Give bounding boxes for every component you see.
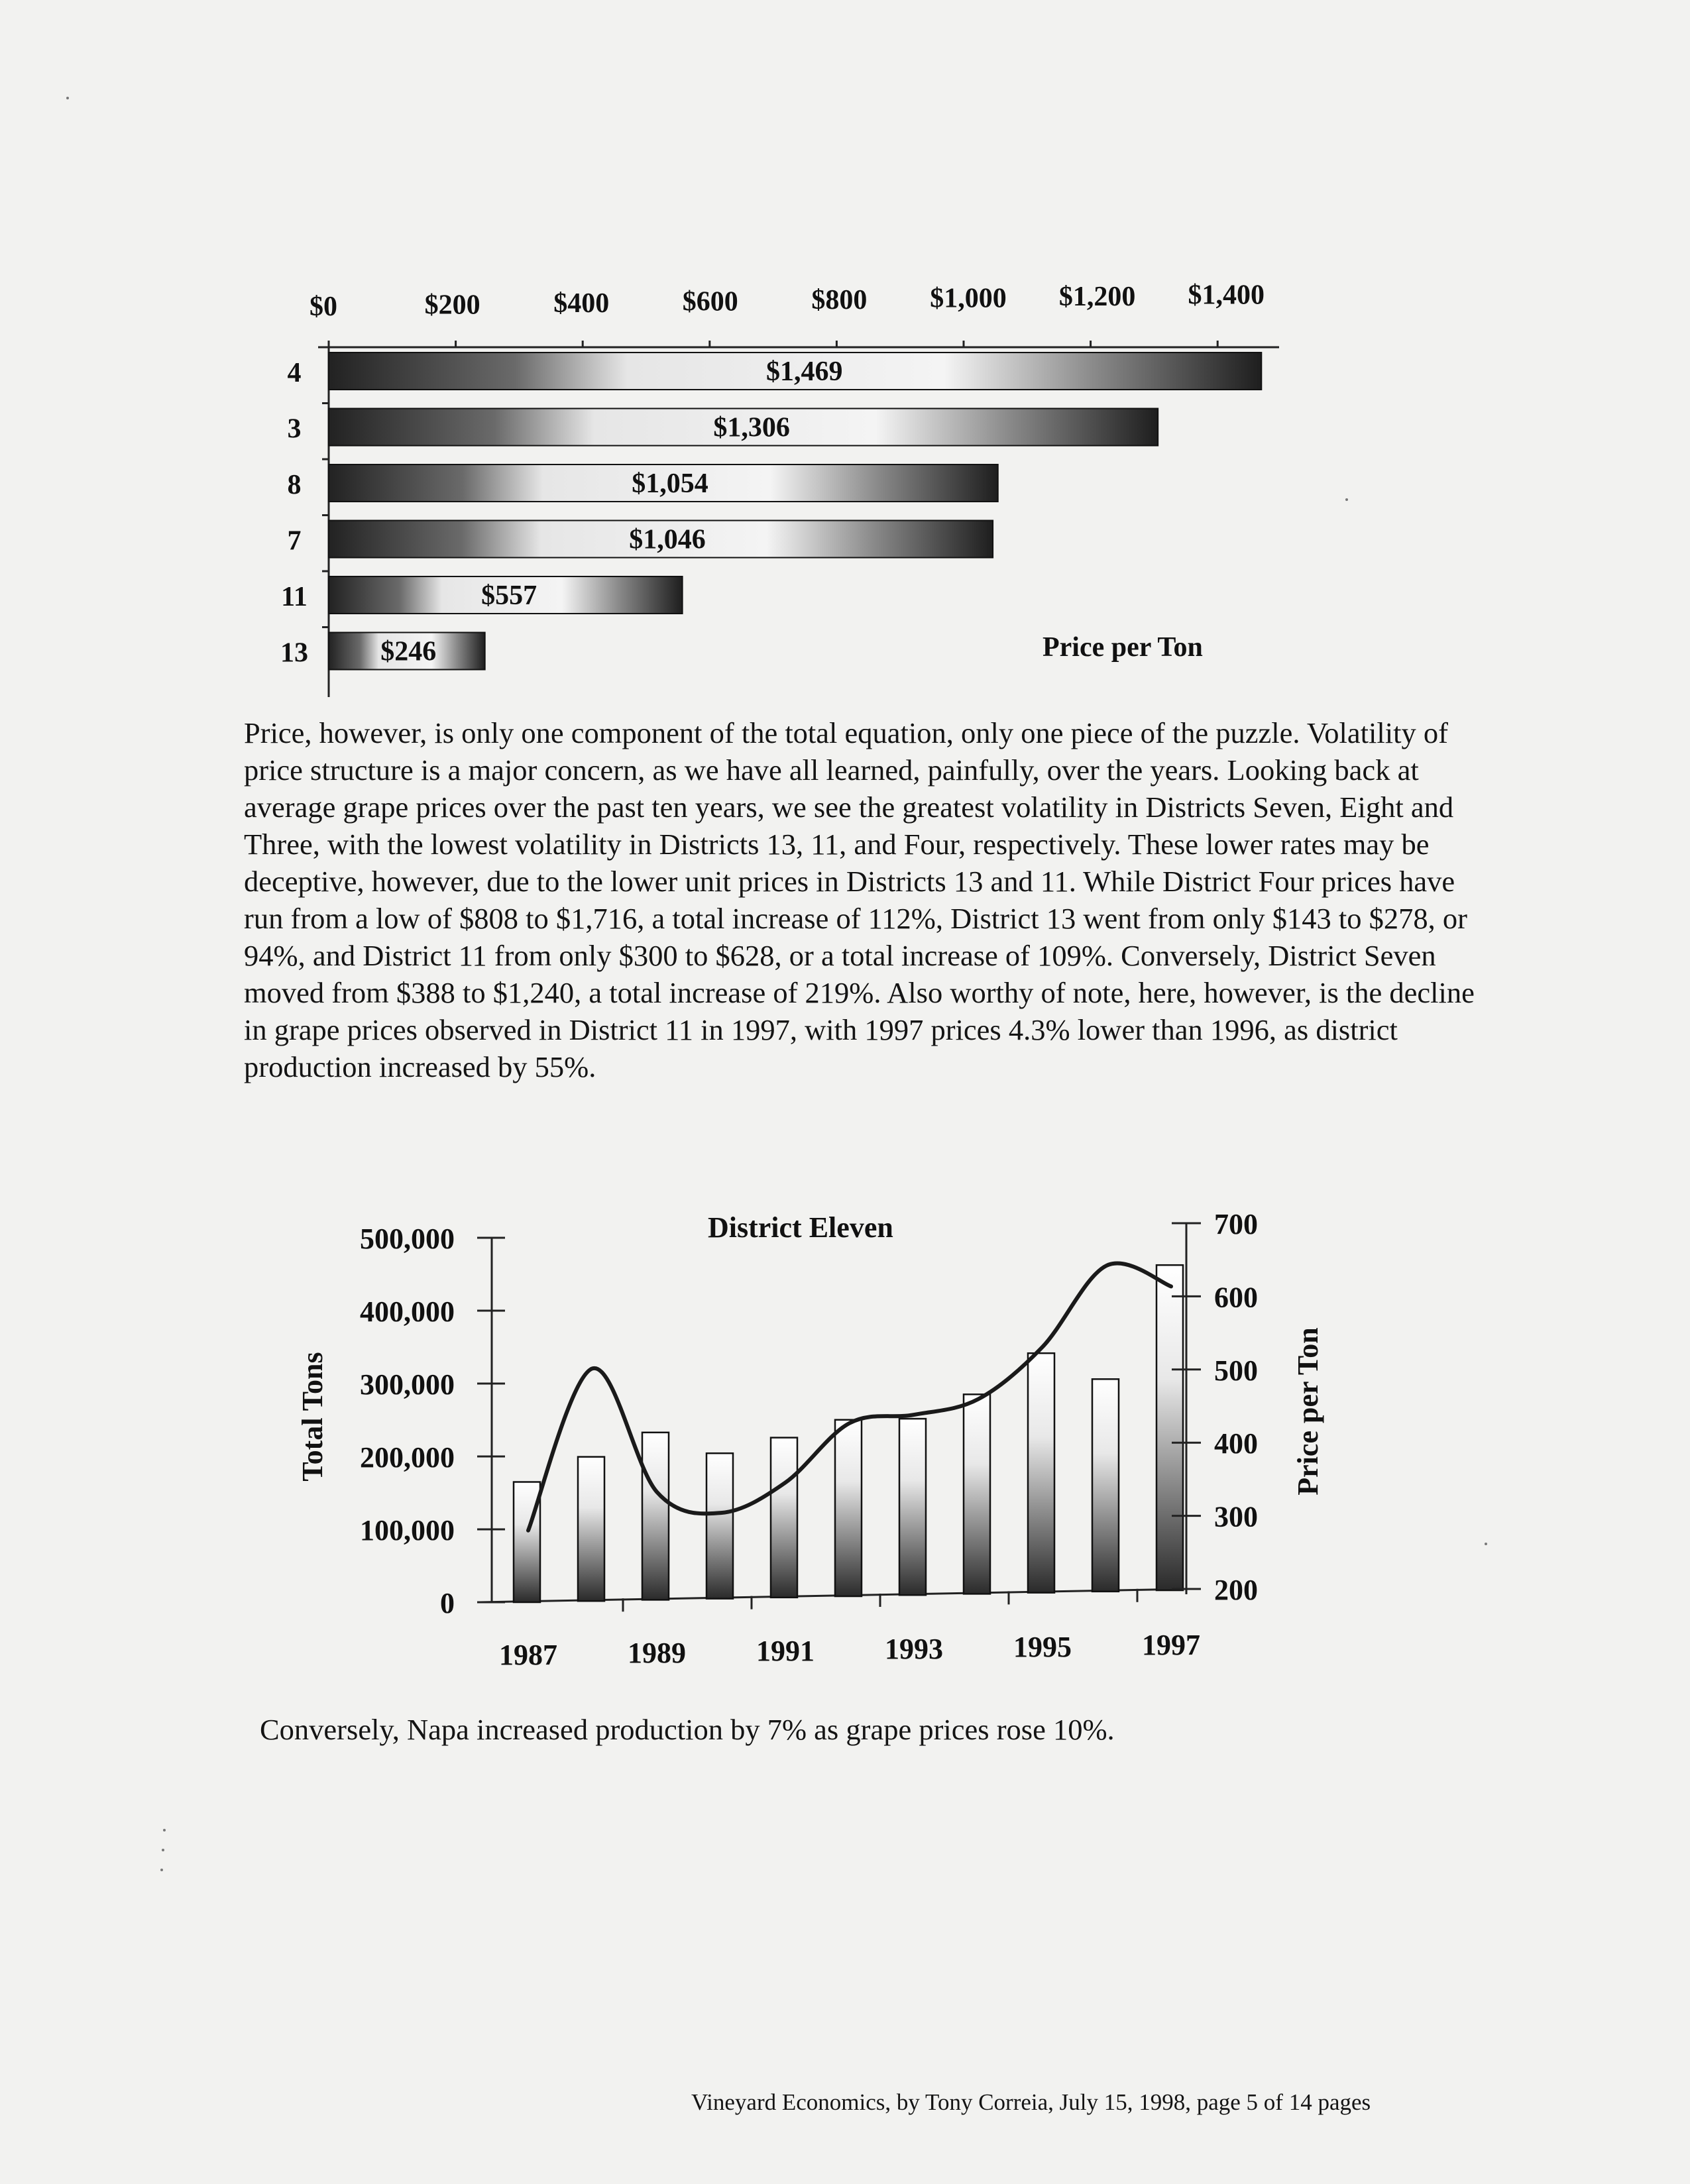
y-tick-label: 100,000 (360, 1514, 455, 1547)
y2-axis-title: Price per Ton (1292, 1327, 1324, 1496)
scan-speck (1485, 1543, 1487, 1545)
tons-bar-1991 (771, 1438, 797, 1598)
y2-tick-label: 700 (1214, 1208, 1258, 1240)
bar-x-tick-label: $0 (310, 292, 337, 322)
x-axis-line (480, 1589, 1186, 1602)
bar-category-label: 8 (287, 470, 302, 500)
x-tick-label: 1993 (885, 1633, 943, 1665)
tons-bar-1989 (642, 1433, 669, 1600)
body-paragraph: Price, however, is only one component of the total equation, only one piece of the puzzle. Volatility of price structure is a major concern, as we have all learned, painfully, over the years. Looking back at average grape prices over the past ten years, we see the greatest volatility in Districts Seven, Eight and Three, with the lowest volatility in Districts 13, 11, and Four, respectively. These lower rates may be deceptive, however, due to the lower unit prices in Districts 13 and 11. While District Four prices have run from a low of $808 to $1,716, a total increase of 112%, District 13 went from only $143 to $278, or 94%, and District 11 from only $300 to $628, or a total increase of 109%. Conversely, District Seven moved from $388 to $1,240, a total increase of 219%. Also worthy of note, here, however, is the decline in grape prices observed in District 11 in 1997, with 1997 prices 4.3% lower than 1996, as district production increased by 55%. (244, 716, 1475, 1083)
y2-tick-label: 500 (1214, 1354, 1258, 1387)
y-tick-label: 500,000 (360, 1223, 455, 1255)
bar-value-label: $557 (481, 580, 537, 611)
y-tick-label: 200,000 (360, 1441, 455, 1474)
y-axis-title: Total Tons (296, 1352, 329, 1482)
y2-tick-label: 200 (1214, 1574, 1258, 1606)
price-line (528, 1263, 1171, 1530)
bar-x-tick-label: $800 (811, 285, 868, 315)
bar-x-tick-label: $200 (424, 290, 480, 321)
tons-bar-1994 (964, 1394, 990, 1594)
chart-caption: Conversely, Napa increased production by 7% as grape prices rose 10%. (260, 1713, 1115, 1746)
y-tick-label: 300,000 (360, 1368, 455, 1401)
y2-tick-label: 600 (1214, 1281, 1258, 1314)
scan-speck (160, 1869, 163, 1871)
district-price-bar-chart (0, 0, 1690, 716)
tons-bar-1997 (1156, 1265, 1183, 1590)
chart-title: District Eleven (708, 1211, 893, 1244)
scan-speck (163, 1829, 166, 1831)
bar-value-label: $1,054 (632, 468, 708, 499)
x-tick-label: 1997 (1142, 1629, 1200, 1661)
bar-category-label: 13 (280, 637, 308, 669)
x-tick-label: 1987 (499, 1639, 557, 1671)
bar-x-tick-label: $1,000 (930, 283, 1007, 314)
x-tick-label: 1991 (756, 1635, 815, 1667)
x-tick-label: 1995 (1013, 1631, 1072, 1663)
tons-bar-1987 (514, 1482, 540, 1603)
scan-speck (162, 1849, 164, 1851)
bar-category-label: 4 (287, 358, 302, 388)
bar-category-label: 7 (287, 525, 302, 557)
y2-tick-label: 300 (1214, 1500, 1258, 1533)
bar-value-label: $1,469 (765, 356, 843, 387)
tons-bar-1993 (899, 1419, 926, 1595)
tons-bar-1992 (835, 1420, 862, 1596)
bar-value-label: $1,046 (629, 524, 706, 555)
bar-x-tick-label: $1,400 (1188, 280, 1265, 311)
page-footer: Vineyard Economics, by Tony Correia, July 15, 1998, page 5 of 14 pages (691, 2089, 1371, 2115)
bar-value-label: $1,306 (713, 412, 790, 443)
bar-value-label: $246 (380, 636, 437, 667)
tons-bar-1995 (1028, 1353, 1054, 1592)
x-tick-label: 1989 (628, 1637, 686, 1669)
bar-x-tick-label: $400 (553, 288, 610, 319)
tons-bar-1996 (1092, 1379, 1119, 1592)
y2-tick-label: 400 (1214, 1427, 1258, 1460)
bar-x-tick-label: $1,200 (1058, 282, 1136, 312)
y-tick-label: 0 (440, 1587, 455, 1619)
price-per-ton-label: Price per Ton (1042, 632, 1203, 663)
tons-bar-1988 (578, 1457, 604, 1602)
bar-category-label: 11 (281, 582, 308, 612)
y-tick-label: 400,000 (360, 1295, 455, 1328)
bar-x-tick-label: $600 (682, 286, 738, 317)
bar-category-label: 3 (287, 413, 302, 445)
tons-bar-1990 (706, 1453, 733, 1598)
